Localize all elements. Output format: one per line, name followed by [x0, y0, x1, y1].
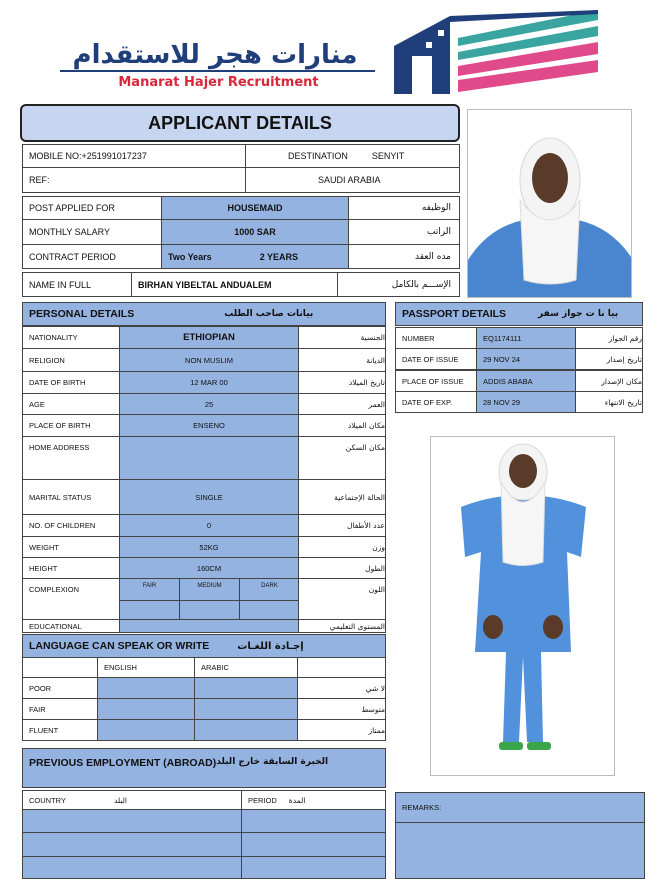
- salary-arabic: الراتب: [348, 219, 460, 245]
- full-name-label: NAME IN FULL: [22, 272, 132, 297]
- page-title: APPLICANT DETAILS: [20, 104, 460, 142]
- passport-details-header: [395, 302, 643, 326]
- complexion-option-medium: MEDIUM: [180, 579, 240, 619]
- headshot-image: [468, 110, 632, 298]
- language-level-arabic: ممتاز: [297, 719, 386, 741]
- mobile-number: MOBILE NO:+251991017237: [22, 144, 246, 168]
- personal-value: [119, 436, 299, 480]
- employment-country-label: [22, 790, 242, 810]
- personal-arabic-label: وزن: [298, 536, 386, 558]
- post-label: POST APPLIED FOR: [22, 196, 162, 220]
- personal-label: WEIGHT: [22, 536, 120, 558]
- passport-value: EQ1174111: [476, 327, 576, 349]
- employment-period-arabic: المدة: [288, 795, 306, 805]
- personal-arabic-label: العمر: [298, 393, 386, 415]
- language-col-english: ENGLISH: [97, 657, 195, 678]
- language-level-label: FLUENT: [22, 719, 98, 741]
- destination-value: SENYIT: [371, 151, 405, 161]
- language-col-blank: [297, 657, 386, 678]
- passport-details-title: PASSPORT DETAILS: [402, 308, 507, 320]
- personal-arabic-label: مكان الميلاد: [298, 414, 386, 437]
- applicant-full-body-photo: [430, 436, 615, 776]
- passport-arabic-label: تاريخ إصدار: [575, 348, 643, 370]
- company-logo-text: [60, 40, 380, 95]
- post-arabic: الوظيفه: [348, 196, 460, 220]
- personal-value: SINGLE: [119, 479, 299, 515]
- language-arabic-cell: [194, 719, 298, 741]
- employment-row: [22, 809, 242, 833]
- personal-value: ETHIOPIAN: [119, 326, 299, 349]
- passport-label: PLACE OF ISSUE: [395, 370, 477, 392]
- personal-arabic-label: عدد الأطفال: [298, 514, 386, 537]
- salary-value: 1000 SAR: [161, 219, 349, 245]
- personal-label: AGE: [22, 393, 120, 415]
- employment-title-arabic: الخبرة السابقة خارج البلد: [216, 757, 329, 767]
- contract-period-number: 2 YEARS: [259, 251, 299, 262]
- personal-label: MARITAL STATUS: [22, 479, 120, 515]
- logo-divider: [60, 70, 375, 72]
- personal-value: 52KG: [119, 536, 299, 558]
- passport-details-title-arabic: بيا نا ت جواز سفر: [538, 309, 619, 319]
- passport-arabic-label: مكان الإصدار: [575, 370, 643, 392]
- personal-value: 25: [119, 393, 299, 415]
- personal-label: COMPLEXION: [22, 578, 120, 620]
- personal-label: RELIGION: [22, 348, 120, 372]
- personal-arabic-label: الديانة: [298, 348, 386, 372]
- personal-arabic-label: الطول: [298, 557, 386, 579]
- language-arabic-cell: [194, 677, 298, 699]
- language-level-label: POOR: [22, 677, 98, 699]
- personal-details-header: [22, 302, 386, 326]
- full-name-value: BIRHAN YIBELTAL ANDUALEM: [131, 272, 338, 297]
- personal-arabic-label: تاريخ الميلاد: [298, 371, 386, 394]
- language-english-cell: [97, 698, 195, 720]
- personal-arabic-label: المستوى التعليمي: [298, 619, 386, 633]
- employment-row: [22, 856, 242, 879]
- salary-label: MONTHLY SALARY: [22, 219, 162, 245]
- language-level-arabic: لا شي: [297, 677, 386, 699]
- passport-arabic-label: رقم الجواز: [575, 327, 643, 349]
- employment-row: [241, 809, 386, 833]
- language-english-cell: [97, 677, 195, 699]
- personal-label: NO. OF CHILDREN: [22, 514, 120, 537]
- remarks-area: [395, 822, 645, 879]
- passport-label: NUMBER: [395, 327, 477, 349]
- personal-value: [119, 619, 299, 633]
- employment-country-text: COUNTRY: [29, 795, 66, 805]
- language-title-arabic: إجـادة اللغـات: [237, 640, 304, 652]
- personal-arabic-label: اللون: [298, 578, 386, 620]
- language-level-arabic: متوسط: [297, 698, 386, 720]
- passport-arabic-label: تاريخ الانتهاء: [575, 391, 643, 413]
- personal-label: HEIGHT: [22, 557, 120, 579]
- personal-label: PLACE OF BIRTH: [22, 414, 120, 437]
- employment-row: [241, 856, 386, 879]
- employment-period-text: PERIOD: [248, 795, 277, 805]
- employment-period-label: [241, 790, 386, 810]
- personal-label: HOME ADDRESS: [22, 436, 120, 480]
- complexion-option-dark: DARK: [240, 579, 299, 619]
- passport-label: DATE OF EXP.: [395, 391, 477, 413]
- language-title: LANGUAGE CAN SPEAK OR WRITE: [29, 640, 210, 652]
- complexion-divider: [120, 600, 180, 601]
- personal-value: 12 MAR 00: [119, 371, 299, 394]
- personal-value: 0: [119, 514, 299, 537]
- ref-label: REF:: [22, 167, 246, 193]
- personal-details-title-arabic: بيانات صاحب الطلب: [224, 309, 314, 319]
- personal-value: ENSENO: [119, 414, 299, 437]
- personal-label: DATE OF BIRTH: [22, 371, 120, 394]
- personal-details-title: PERSONAL DETAILS: [29, 308, 135, 320]
- destination-label: DESTINATION: [288, 151, 348, 161]
- contract-period-arabic: مده العقد: [348, 244, 460, 269]
- language-corner: [22, 657, 98, 678]
- employment-row: [22, 832, 242, 857]
- personal-arabic-label: الحالة الإجتماعية: [298, 479, 386, 515]
- personal-arabic-label: مكان السكن: [298, 436, 386, 480]
- applicant-headshot-photo: [467, 109, 632, 298]
- employment-header: [22, 748, 386, 788]
- passport-value: ADDIS ABABA: [476, 370, 576, 392]
- remarks-label: REMARKS:: [395, 792, 645, 823]
- language-header: [22, 634, 386, 658]
- employment-row: [241, 832, 386, 857]
- employment-country-arabic: البلد: [113, 795, 128, 805]
- passport-value: 29 NOV 24: [476, 348, 576, 370]
- language-level-label: FAIR: [22, 698, 98, 720]
- language-col-arabic: ARABIC: [194, 657, 298, 678]
- personal-label: NATIONALITY: [22, 326, 120, 349]
- complexion-divider: [240, 600, 299, 601]
- personal-arabic-label: الجنسية: [298, 326, 386, 349]
- house-logo-icon: [388, 8, 600, 94]
- contract-period-label: CONTRACT PERIOD: [22, 244, 162, 269]
- language-english-cell: [97, 719, 195, 741]
- complexion-option-fair: FAIR: [120, 579, 180, 619]
- post-value: HOUSEMAID: [161, 196, 349, 220]
- full-name-arabic: الإســـم بالكامل: [337, 272, 460, 297]
- passport-label: DATE OF ISSUE: [395, 348, 477, 370]
- personal-value: 160CM: [119, 557, 299, 579]
- complexion-grid: [119, 578, 299, 620]
- contract-period-words: Two Years: [168, 251, 212, 262]
- language-arabic-cell: [194, 698, 298, 720]
- personal-value: NON MUSLIM: [119, 348, 299, 372]
- full-body-image: [431, 437, 615, 776]
- destination-cell: [245, 144, 460, 168]
- complexion-divider: [180, 600, 240, 601]
- personal-label: EDUCATIONAL: [22, 619, 120, 633]
- company-arabic-name: منارات هجر للاستقدام: [72, 40, 358, 70]
- contract-period-value: [161, 244, 349, 269]
- passport-value: 28 NOV 29: [476, 391, 576, 413]
- destination-country: SAUDI ARABIA: [245, 167, 460, 193]
- company-english-name: Manarat Hajer Recruitment: [118, 75, 319, 90]
- employment-title: PREVIOUS EMPLOYMENT (ABROAD): [29, 757, 217, 769]
